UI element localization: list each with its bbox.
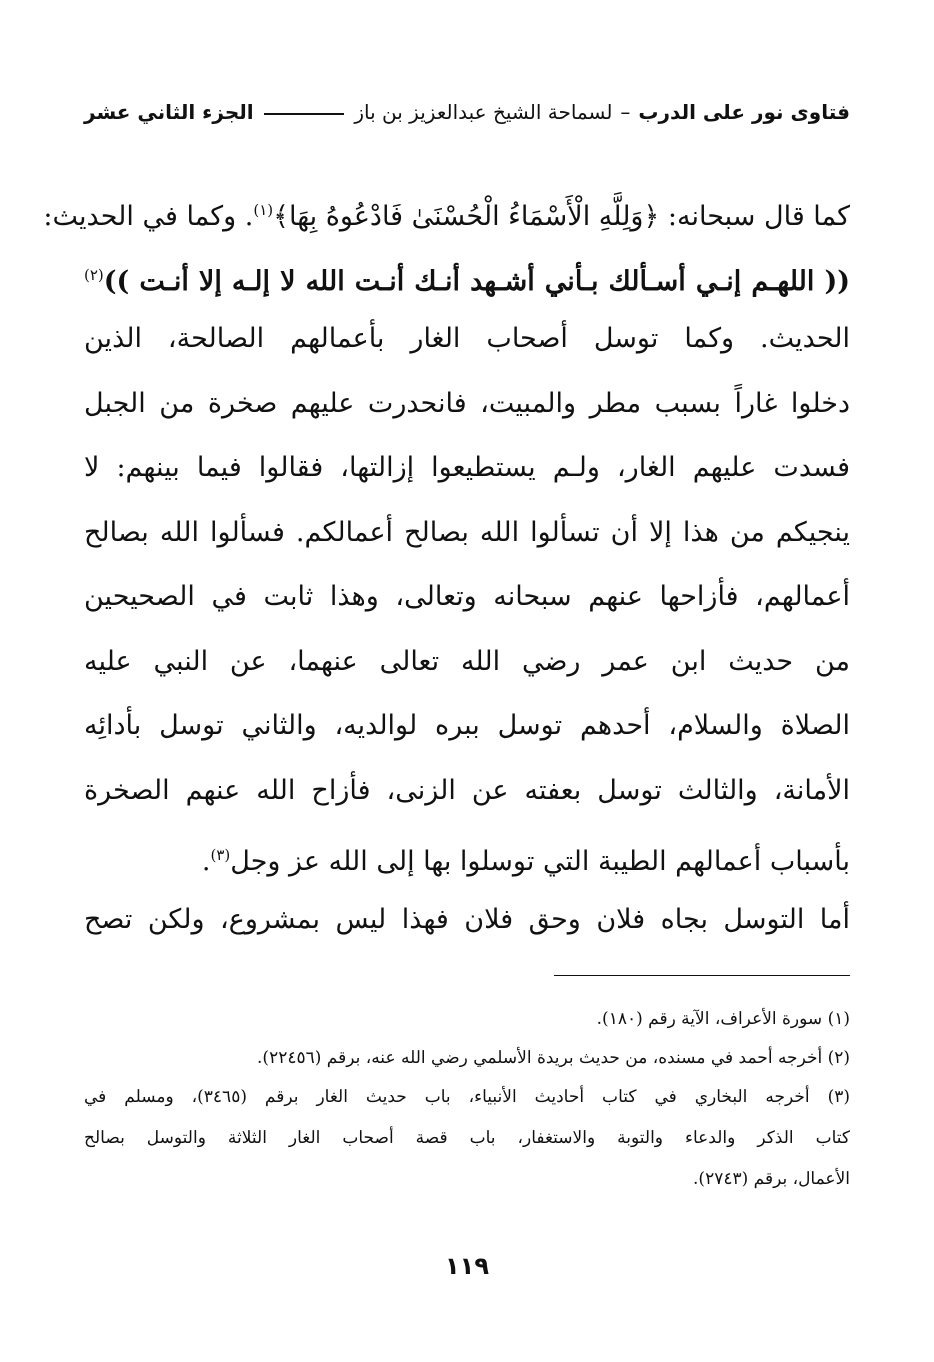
text-line: دخلوا غاراً بسبب مطر والمبيت، فانحدرت عليهم صخرة من الجبل [84,387,850,419]
footnote-3-line-3: الأعمال، برقم (٢٧٤٣). [693,1169,850,1189]
text-line: ينجيكم من هذا إلا أن تسألوا الله بصالح أعمالكم. فسألوا الله بصالح [84,516,850,548]
hadith-quote: (( اللهـم إنـي أسـألك بـأني أشـهد أنـك أنـت الله لا إلـه إلا أنـت )) [103,265,850,297]
author-line: لسماحة الشيخ عبدالعزيز بن باز [354,100,613,124]
footnote-3-line-1: (٣) أخرجه البخاري في كتاب أحاديث الأنبياء، باب حديث الغار برقم (٣٤٦٥)، ومسلم في [84,1087,851,1107]
series-title: فتاوى نور على الدرب [638,100,850,124]
line-text: بأسباب أعمالهم الطيبة التي توسلوا بها إلى الله عز وجل [230,846,850,877]
text-line: الأمانة، والثالث توسل بعفته عن الزنى، فأزاح الله عنهم الصخرة [84,774,850,806]
text-line: فسدت عليهم الغار، ولـم يستطيعوا إزالتها، فقالوا فيما بينهم: لا [84,452,850,483]
text-line: من حديث ابن عمر رضي الله تعالى عنهما، عن النبي عليه [84,645,850,677]
text-line: الصلاة والسلام، أحدهم توسل ببره لوالديه، والثاني توسل بأدائِه [84,710,850,741]
text-line [43,178,850,243]
footnote-3-line-2: كتاب الذكر والدعاء والتوبة والاستغفار، باب قصة أصحاب الغار الثلاثة والتوسل بصالح [84,1128,850,1148]
text-line [84,823,850,888]
text-line: أما التوسل بجاه فلان وحق فلان فهذا ليس بمشروع، ولكن تصح [84,903,850,935]
quran-verse: ﴿وَلِلَّهِ الْأَسْمَاءُ الْحُسْنَىٰ فَادْعُوهُ بِهَا﴾ [273,201,660,232]
line-text: كما قال سبحانه: [659,201,850,232]
footnote-ref: (٢) [84,265,104,284]
footnote-ref: (٣) [210,846,231,864]
footnote-ref: (١) [253,201,274,219]
text-line [84,243,850,308]
line-text: . وكما في الحديث: [43,201,254,232]
footnote-2: (٢) أخرجه أحمد في مسنده، من حديث بريدة الأسلمي رضي الله عنه، برقم (٢٢٤٥٦). [257,1048,850,1068]
footnote-1: (١) سورة الأعراف، الآية رقم (١٨٠). [596,1009,850,1029]
header-rule [264,113,345,115]
text-line: أعمالهم، فأزاحها عنهم سبحانه وتعالى، وهذا ثابت في الصحيحين [84,581,850,612]
line-text: . [201,846,211,877]
part-title: الجزء الثاني عشر [84,100,254,124]
main-text [43,178,850,952]
footnotes [84,1002,850,1197]
header-separator: – [620,100,631,124]
footnote-divider [554,975,850,976]
page-number: ١١٩ [445,1252,489,1280]
running-header [84,92,850,132]
text-line: الحديث. وكما توسل أصحاب الغار بأعمالهم الصالحة، الذين [84,323,850,354]
